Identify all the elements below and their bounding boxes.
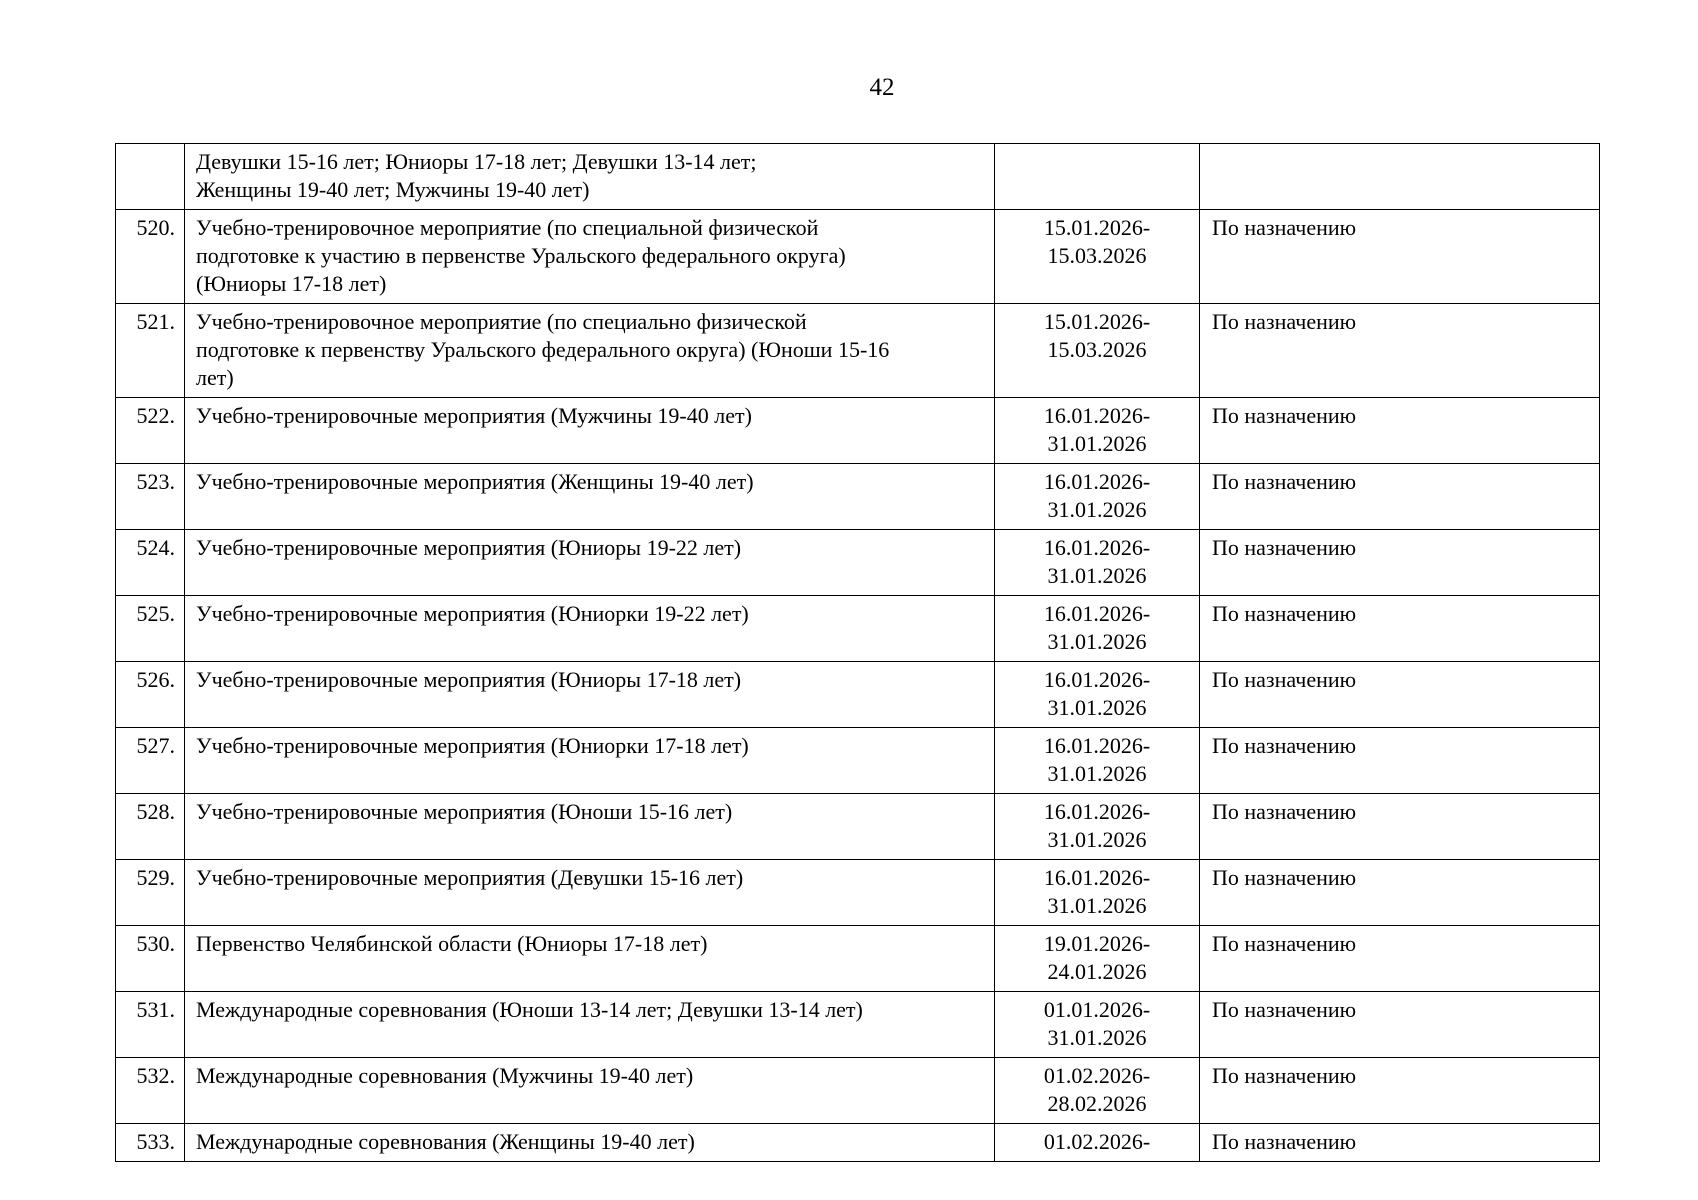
event-name-cell bbox=[185, 304, 995, 398]
event-note-cell: По назначению bbox=[1200, 398, 1600, 464]
event-date-line: 16.01.2026- bbox=[1043, 865, 1151, 890]
event-dates-cell bbox=[995, 662, 1200, 728]
event-name-line: Женщины 19-40 лет; Мужчины 19-40 лет) bbox=[196, 177, 590, 202]
table-row bbox=[116, 464, 1600, 530]
table-row bbox=[116, 398, 1600, 464]
event-dates-cell bbox=[995, 860, 1200, 926]
table-row bbox=[116, 210, 1600, 304]
event-note-cell: По назначению bbox=[1200, 662, 1600, 728]
event-name-cell bbox=[185, 398, 995, 464]
event-dates-cell bbox=[995, 398, 1200, 464]
table-row bbox=[116, 1058, 1600, 1124]
event-date-line: 15.01.2026- bbox=[1043, 215, 1151, 240]
event-name-cell bbox=[185, 926, 995, 992]
event-date-line: 19.01.2026- bbox=[1043, 931, 1151, 956]
row-number bbox=[116, 144, 185, 210]
event-name-cell bbox=[185, 210, 995, 304]
event-note-cell: По назначению bbox=[1200, 464, 1600, 530]
event-note-cell: По назначению bbox=[1200, 860, 1600, 926]
event-name-line: подготовке к первенству Уральского федерального округа) (Юноши 15-16 bbox=[196, 337, 890, 362]
row-number: 522. bbox=[116, 398, 185, 464]
table-row bbox=[116, 926, 1600, 992]
event-name-line: Учебно-тренировочные мероприятия (Девушки 15-16 лет) bbox=[196, 865, 744, 890]
table-row bbox=[116, 1124, 1600, 1162]
event-note-cell: По назначению bbox=[1200, 304, 1600, 398]
event-date-line: 24.01.2026 bbox=[1047, 959, 1147, 984]
event-note-cell: По назначению bbox=[1200, 1058, 1600, 1124]
page-number: 42 bbox=[869, 74, 895, 101]
event-date-line: 15.01.2026- bbox=[1043, 309, 1151, 334]
event-dates-cell bbox=[995, 794, 1200, 860]
event-date-line: 01.01.2026- bbox=[1043, 997, 1151, 1022]
row-number: 526. bbox=[116, 662, 185, 728]
event-name-cell bbox=[185, 992, 995, 1058]
event-note-cell: По назначению bbox=[1200, 926, 1600, 992]
row-number: 531. bbox=[116, 992, 185, 1058]
row-number: 527. bbox=[116, 728, 185, 794]
event-name-cell bbox=[185, 596, 995, 662]
event-name-line: Учебно-тренировочное мероприятие (по специально физической bbox=[196, 309, 807, 334]
row-number: 520. bbox=[116, 210, 185, 304]
event-dates-cell bbox=[995, 926, 1200, 992]
event-date-line: 28.02.2026 bbox=[1047, 1091, 1147, 1116]
event-name-line: Учебно-тренировочные мероприятия (Юниорки 17-18 лет) bbox=[196, 733, 749, 758]
table-row bbox=[116, 662, 1600, 728]
event-date-line: 16.01.2026- bbox=[1043, 403, 1151, 428]
event-name-cell bbox=[185, 1124, 995, 1162]
table-row bbox=[116, 992, 1600, 1058]
event-name-line: Учебно-тренировочные мероприятия (Юниоры 17-18 лет) bbox=[196, 667, 742, 692]
table-row bbox=[116, 728, 1600, 794]
row-number: 533. bbox=[116, 1124, 185, 1162]
events-table bbox=[115, 143, 1600, 1162]
event-dates-cell bbox=[995, 1124, 1200, 1162]
table-row bbox=[116, 304, 1600, 398]
event-name-cell bbox=[185, 662, 995, 728]
event-date-line: 15.03.2026 bbox=[1047, 243, 1147, 268]
event-note-cell bbox=[1200, 144, 1600, 210]
event-name-line: Учебно-тренировочные мероприятия (Юноши 15-16 лет) bbox=[196, 799, 733, 824]
event-name-line: Учебно-тренировочное мероприятие (по специальной физической bbox=[196, 215, 819, 240]
events-table-body bbox=[116, 144, 1600, 1162]
event-name-cell bbox=[185, 464, 995, 530]
event-date-line: 16.01.2026- bbox=[1043, 601, 1151, 626]
event-name-line: Учебно-тренировочные мероприятия (Женщины 19-40 лет) bbox=[196, 469, 754, 494]
row-number: 530. bbox=[116, 926, 185, 992]
event-name-cell bbox=[185, 530, 995, 596]
event-name-cell bbox=[185, 1058, 995, 1124]
row-number: 521. bbox=[116, 304, 185, 398]
event-name-line: Международные соревнования (Женщины 19-40 лет) bbox=[196, 1129, 695, 1154]
event-name-line: Первенство Челябинской области (Юниоры 17-18 лет) bbox=[196, 931, 708, 956]
event-name-cell bbox=[185, 728, 995, 794]
event-note-cell: По назначению bbox=[1200, 596, 1600, 662]
row-number: 523. bbox=[116, 464, 185, 530]
event-note-cell: По назначению bbox=[1200, 1124, 1600, 1162]
event-dates-cell bbox=[995, 992, 1200, 1058]
event-dates-cell bbox=[995, 596, 1200, 662]
event-date-line: 16.01.2026- bbox=[1043, 799, 1151, 824]
table-row bbox=[116, 860, 1600, 926]
event-name-cell bbox=[185, 860, 995, 926]
event-dates-cell bbox=[995, 210, 1200, 304]
table-row bbox=[116, 530, 1600, 596]
event-name-cell bbox=[185, 144, 995, 210]
event-date-line: 31.01.2026 bbox=[1047, 563, 1147, 588]
event-date-line: 31.01.2026 bbox=[1047, 497, 1147, 522]
table-row bbox=[116, 596, 1600, 662]
event-date-line: 16.01.2026- bbox=[1043, 733, 1151, 758]
event-note-cell: По назначению bbox=[1200, 728, 1600, 794]
event-name-line: (Юниоры 17-18 лет) bbox=[196, 271, 387, 296]
event-date-line: 31.01.2026 bbox=[1047, 1025, 1147, 1050]
row-number: 524. bbox=[116, 530, 185, 596]
event-name-line: Учебно-тренировочные мероприятия (Мужчины 19-40 лет) bbox=[196, 403, 752, 428]
event-date-line: 31.01.2026 bbox=[1047, 827, 1147, 852]
row-number: 532. bbox=[116, 1058, 185, 1124]
event-note-cell: По назначению bbox=[1200, 794, 1600, 860]
event-dates-cell bbox=[995, 1058, 1200, 1124]
event-date-line: 16.01.2026- bbox=[1043, 667, 1151, 692]
event-name-line: Международные соревнования (Юноши 13-14 лет; Девушки 13-14 лет) bbox=[196, 997, 863, 1022]
event-note-cell: По назначению bbox=[1200, 530, 1600, 596]
event-name-line: подготовке к участию в первенстве Уральского федерального округа) bbox=[196, 243, 846, 268]
event-date-line: 15.03.2026 bbox=[1047, 337, 1147, 362]
row-number: 528. bbox=[116, 794, 185, 860]
event-date-line: 31.01.2026 bbox=[1047, 431, 1147, 456]
event-note-cell: По назначению bbox=[1200, 992, 1600, 1058]
event-note-cell: По назначению bbox=[1200, 210, 1600, 304]
row-number: 529. bbox=[116, 860, 185, 926]
row-number: 525. bbox=[116, 596, 185, 662]
table-row bbox=[116, 794, 1600, 860]
table-row bbox=[116, 144, 1600, 210]
event-date-line: 31.01.2026 bbox=[1047, 629, 1147, 654]
event-date-line: 31.01.2026 bbox=[1047, 893, 1147, 918]
event-date-line: 31.01.2026 bbox=[1047, 761, 1147, 786]
event-name-line: Международные соревнования (Мужчины 19-40 лет) bbox=[196, 1063, 694, 1088]
event-date-line: 01.02.2026- bbox=[1043, 1063, 1151, 1088]
event-dates-cell bbox=[995, 530, 1200, 596]
event-dates-cell bbox=[995, 304, 1200, 398]
event-date-line: 16.01.2026- bbox=[1043, 535, 1151, 560]
event-name-line: Учебно-тренировочные мероприятия (Юниоры 19-22 лет) bbox=[196, 535, 742, 560]
event-name-line: лет) bbox=[196, 365, 234, 390]
event-date-line: 16.01.2026- bbox=[1043, 469, 1151, 494]
event-dates-cell bbox=[995, 728, 1200, 794]
event-date-line: 31.01.2026 bbox=[1047, 695, 1147, 720]
event-date-line: 01.02.2026- bbox=[1043, 1129, 1151, 1154]
event-name-line: Девушки 15-16 лет; Юниоры 17-18 лет; Девушки 13-14 лет; bbox=[196, 149, 757, 174]
event-name-line: Учебно-тренировочные мероприятия (Юниорки 19-22 лет) bbox=[196, 601, 749, 626]
event-dates-cell bbox=[995, 464, 1200, 530]
event-name-cell bbox=[185, 794, 995, 860]
event-dates-cell bbox=[995, 144, 1200, 210]
